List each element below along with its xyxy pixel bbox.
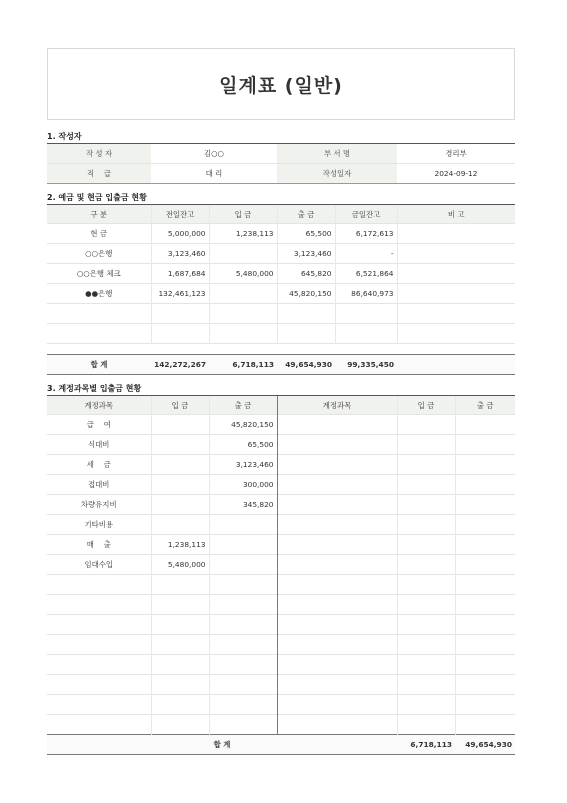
account-in-cell [151, 595, 209, 615]
deposit-col-header: 금일잔고 [335, 205, 397, 224]
deposit-note-cell [397, 284, 515, 304]
account-name-cell-right [277, 635, 397, 655]
account-in-cell-right [397, 675, 455, 695]
account-total-row [47, 735, 515, 755]
account-row [47, 495, 515, 515]
deposit-prev-cell: 3,123,460 [151, 244, 209, 264]
page-title: 일계표 (일반) [219, 74, 343, 97]
account-out-cell-right [455, 535, 515, 555]
account-table [47, 395, 515, 755]
department-value: 경리부 [445, 149, 467, 158]
account-col-header: 입 금 [151, 396, 209, 415]
account-name-cell: 기타비용 [47, 515, 151, 535]
deposit-out-cell [277, 304, 335, 324]
deposit-note-cell [397, 244, 515, 264]
account-total-label: 합 계 [47, 735, 397, 755]
account-in-cell [151, 635, 209, 655]
account-name-cell [47, 615, 151, 635]
account-out-cell: 300,000 [209, 475, 277, 495]
deposit-note-cell [397, 304, 515, 324]
date-label: 작성일자 [277, 164, 397, 184]
account-out-cell: 65,500 [209, 435, 277, 455]
deposit-prev-cell: 132,461,123 [151, 284, 209, 304]
account-out-cell-right [455, 435, 515, 455]
account-in-cell-right [397, 575, 455, 595]
author-section-heading: 1. 작성자 [47, 132, 82, 141]
account-in-cell-right [397, 495, 455, 515]
deposit-name-cell: ○○은행 체크 [47, 264, 151, 284]
account-name-cell-right [277, 435, 397, 455]
account-in-cell [151, 715, 209, 735]
deposit-row [47, 304, 515, 324]
account-name-cell-right [277, 555, 397, 575]
account-name-cell-right [277, 695, 397, 715]
account-name-cell [47, 595, 151, 615]
deposit-table [47, 204, 515, 375]
deposit-total-row [47, 355, 515, 375]
deposit-in-cell [209, 324, 277, 344]
account-out-cell-right [455, 595, 515, 615]
account-name-cell: 매 출 [47, 535, 151, 555]
account-row [47, 695, 515, 715]
account-out-cell [209, 695, 277, 715]
rank-value: 대 리 [151, 164, 277, 184]
account-out-cell [209, 555, 277, 575]
account-in-cell [151, 475, 209, 495]
deposit-out-cell: 45,820,150 [277, 284, 335, 304]
deposit-total-out: 49,654,930 [277, 355, 335, 375]
account-out-cell [209, 595, 277, 615]
deposit-in-cell [209, 244, 277, 264]
deposit-total-label: 합 계 [47, 355, 151, 375]
account-row [47, 615, 515, 635]
account-row [47, 675, 515, 695]
deposit-name-cell [47, 304, 151, 324]
author-value: 김○○ [203, 149, 225, 158]
deposit-col-header: 출 금 [277, 205, 335, 224]
account-in-cell-right [397, 695, 455, 715]
account-out-cell: 345,820 [209, 495, 277, 515]
account-in-cell-right [397, 555, 455, 575]
document-page [47, 48, 515, 755]
account-out-cell-right [455, 695, 515, 715]
account-out-cell [209, 515, 277, 535]
account-name-cell [47, 635, 151, 655]
deposit-row [47, 224, 515, 244]
author-table [47, 143, 515, 184]
deposit-row [47, 284, 515, 304]
deposit-row [47, 324, 515, 344]
deposit-out-cell: 65,500 [277, 224, 335, 244]
department-label: 부 서 명 [277, 144, 397, 164]
account-name-cell [47, 715, 151, 735]
deposit-row [47, 264, 515, 284]
author-row [47, 144, 515, 164]
account-in-cell [151, 655, 209, 675]
deposit-today-cell: 86,640,973 [335, 284, 397, 304]
account-out-cell [209, 615, 277, 635]
deposit-in-cell [209, 284, 277, 304]
account-col-header: 출 금 [209, 396, 277, 415]
account-out-cell-right [455, 475, 515, 495]
account-name-cell: 접대비 [47, 475, 151, 495]
deposit-prev-cell [151, 304, 209, 324]
account-in-cell [151, 615, 209, 635]
account-in-cell-right [397, 435, 455, 455]
account-in-cell-right [397, 515, 455, 535]
deposit-note-cell [397, 224, 515, 244]
account-in-cell: 1,238,113 [151, 535, 209, 555]
deposit-col-header: 비 고 [397, 205, 515, 224]
account-row [47, 515, 515, 535]
account-row [47, 655, 515, 675]
deposit-out-cell: 3,123,460 [277, 244, 335, 264]
deposit-total-today: 99,335,450 [335, 355, 397, 375]
deposit-in-cell: 5,480,000 [209, 264, 277, 284]
account-name-cell-right [277, 495, 397, 515]
account-out-cell [209, 635, 277, 655]
account-total-out: 49,654,930 [455, 735, 515, 755]
account-in-cell [151, 675, 209, 695]
account-col-header: 입 금 [397, 396, 455, 415]
account-in-cell-right [397, 655, 455, 675]
account-name-cell-right [277, 595, 397, 615]
deposit-total-in: 6,718,113 [209, 355, 277, 375]
deposit-name-cell: 현 금 [47, 224, 151, 244]
account-out-cell [209, 675, 277, 695]
account-out-cell-right [455, 675, 515, 695]
account-out-cell-right [455, 575, 515, 595]
account-col-header: 계정과목 [47, 396, 151, 415]
account-in-cell-right [397, 595, 455, 615]
account-row [47, 595, 515, 615]
deposit-total-note [397, 355, 515, 375]
account-row [47, 475, 515, 495]
account-row [47, 635, 515, 655]
deposit-col-header: 구 분 [47, 205, 151, 224]
account-name-cell: 급 여 [47, 415, 151, 435]
account-in-cell [151, 455, 209, 475]
deposit-today-cell [335, 324, 397, 344]
deposit-col-header: 입 금 [209, 205, 277, 224]
account-name-cell [47, 675, 151, 695]
account-header-row [47, 396, 515, 415]
deposit-prev-cell [151, 324, 209, 344]
account-name-cell: 식대비 [47, 435, 151, 455]
author-label: 작 성 자 [47, 144, 151, 164]
deposit-name-cell: ○○은행 [47, 244, 151, 264]
account-in-cell [151, 495, 209, 515]
deposit-today-cell: 6,172,613 [335, 224, 397, 244]
account-out-cell-right [455, 715, 515, 735]
account-name-cell-right [277, 475, 397, 495]
title-box [47, 48, 515, 120]
account-out-cell: 45,820,150 [209, 415, 277, 435]
deposit-total-prev: 142,272,267 [151, 355, 209, 375]
account-name-cell: 임대수입 [47, 555, 151, 575]
account-row [47, 715, 515, 735]
account-in-cell-right [397, 475, 455, 495]
account-row [47, 555, 515, 575]
deposit-header-row [47, 205, 515, 224]
account-in-cell [151, 695, 209, 715]
account-out-cell-right [455, 455, 515, 475]
account-total-in: 6,718,113 [397, 735, 455, 755]
account-in-cell-right [397, 635, 455, 655]
account-out-cell-right [455, 415, 515, 435]
deposit-note-cell [397, 324, 515, 344]
account-name-cell-right [277, 655, 397, 675]
account-name-cell: 차량유지비 [47, 495, 151, 515]
account-out-cell [209, 655, 277, 675]
account-in-cell-right [397, 415, 455, 435]
account-row [47, 455, 515, 475]
deposit-today-cell [335, 304, 397, 324]
account-in-cell-right [397, 455, 455, 475]
deposit-in-cell [209, 304, 277, 324]
account-in-cell-right [397, 715, 455, 735]
account-name-cell-right [277, 615, 397, 635]
deposit-in-cell: 1,238,113 [209, 224, 277, 244]
account-in-cell [151, 575, 209, 595]
account-in-cell [151, 415, 209, 435]
account-name-cell-right [277, 515, 397, 535]
account-col-header: 출 금 [455, 396, 515, 415]
account-in-cell-right [397, 615, 455, 635]
deposit-name-cell: ●●은행 [47, 284, 151, 304]
account-name-cell [47, 655, 151, 675]
author-row [47, 164, 515, 184]
account-in-cell [151, 515, 209, 535]
account-out-cell: 3,123,460 [209, 455, 277, 475]
account-name-cell-right [277, 675, 397, 695]
deposit-out-cell: 645,820 [277, 264, 335, 284]
deposit-prev-cell: 5,000,000 [151, 224, 209, 244]
account-out-cell-right [455, 495, 515, 515]
account-out-cell-right [455, 655, 515, 675]
account-section-heading: 3. 계정과목별 입출금 현황 [47, 384, 142, 393]
account-in-cell: 5,480,000 [151, 555, 209, 575]
account-in-cell-right [397, 535, 455, 555]
account-out-cell-right [455, 515, 515, 535]
account-name-cell-right [277, 455, 397, 475]
account-out-cell-right [455, 555, 515, 575]
date-value: 2024-09-12 [397, 164, 515, 184]
deposit-today-cell: - [335, 244, 397, 264]
deposit-out-cell [277, 324, 335, 344]
account-name-cell [47, 695, 151, 715]
rank-label: 직 급 [47, 164, 151, 184]
account-in-cell [151, 435, 209, 455]
deposit-note-cell [397, 264, 515, 284]
deposit-row [47, 244, 515, 264]
account-name-cell: 세 금 [47, 455, 151, 475]
deposit-prev-cell: 1,687,684 [151, 264, 209, 284]
deposit-section-heading: 2. 예금 및 현금 입출금 현황 [47, 193, 147, 202]
account-out-cell-right [455, 635, 515, 655]
account-row [47, 435, 515, 455]
account-row [47, 535, 515, 555]
account-out-cell [209, 575, 277, 595]
deposit-col-header: 전일잔고 [151, 205, 209, 224]
deposit-today-cell: 6,521,864 [335, 264, 397, 284]
account-name-cell-right [277, 715, 397, 735]
account-row [47, 415, 515, 435]
account-out-cell [209, 535, 277, 555]
account-name-cell-right [277, 575, 397, 595]
account-name-cell [47, 575, 151, 595]
account-name-cell-right [277, 415, 397, 435]
account-out-cell-right [455, 615, 515, 635]
account-row [47, 575, 515, 595]
account-out-cell [209, 715, 277, 735]
account-name-cell-right [277, 535, 397, 555]
deposit-name-cell [47, 324, 151, 344]
account-col-header: 계정과목 [277, 396, 397, 415]
